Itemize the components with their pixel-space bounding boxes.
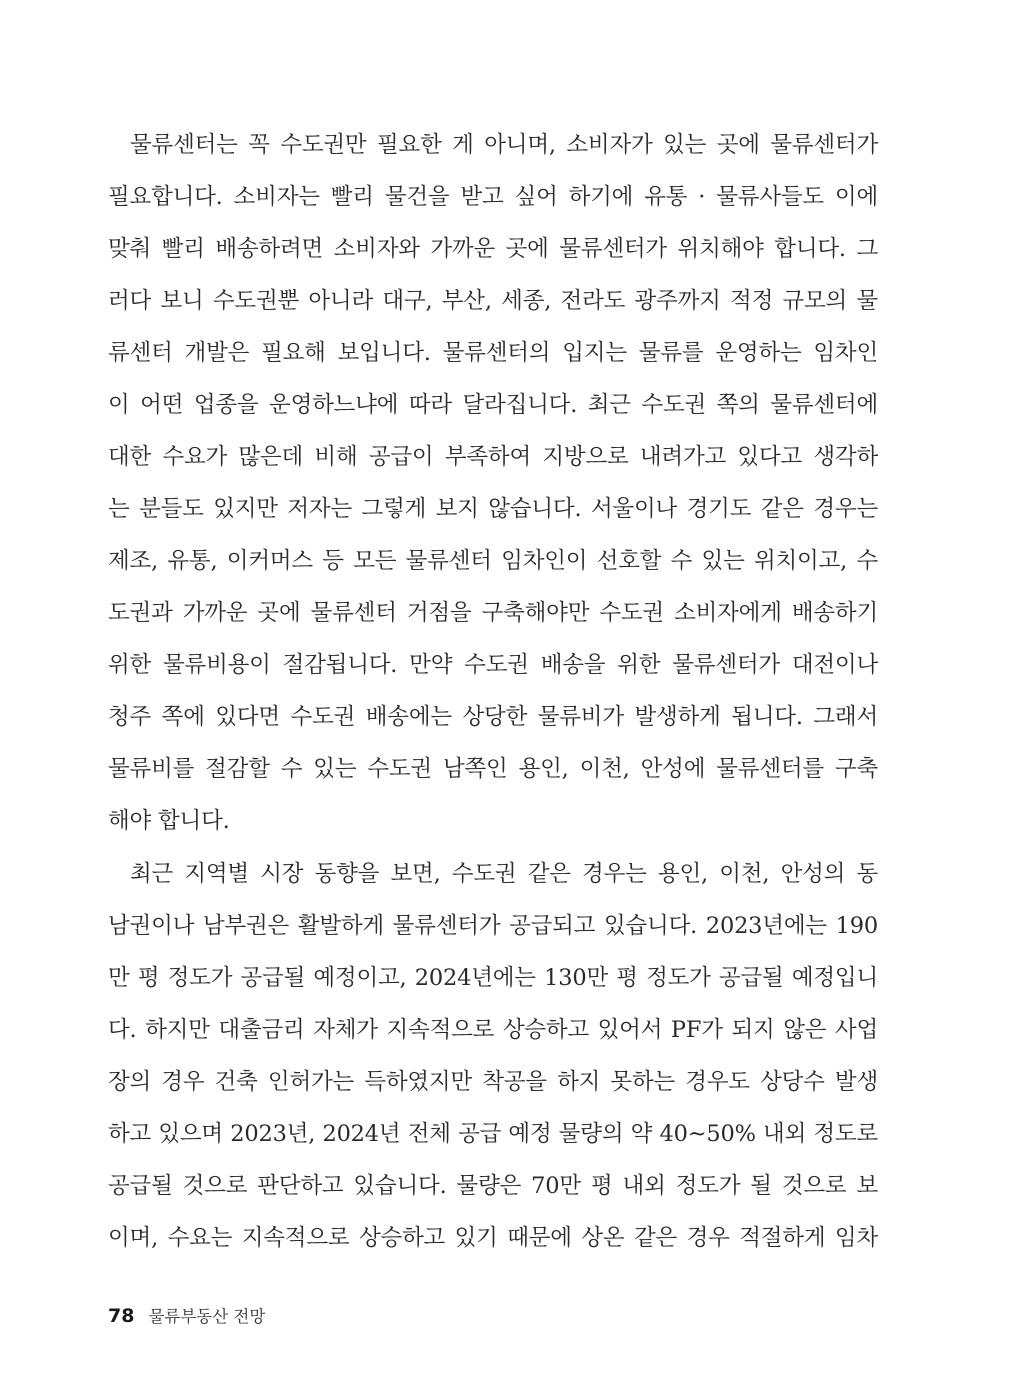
paragraph-2-line-4: 다. 하지만 대출금리 자체가 지속적으로 상승하고 있어서 PF가 되지 않은 사업 [108,1017,878,1043]
paragraph-2-line-3: 만 평 정도가 공급될 예정이고, 2024년에는 130만 평 정도가 공급될 예정입니 [108,965,878,991]
paragraph-2-line-7: 공급될 것으로 판단하고 있습니다. 물량은 70만 평 내외 정도가 될 것으로 보 [108,1173,878,1199]
paragraph-2-line-5: 장의 경우 건축 인허가는 득하였지만 착공을 하지 못하는 경우도 상당수 발생 [108,1069,878,1095]
page-number: 78 [108,1305,135,1327]
paragraph-2-line-2: 남권이나 남부권은 활발하게 물류센터가 공급되고 있습니다. 2023년에는 190 [108,913,878,939]
paragraph-1-line-12: 청주 쪽에 있다면 수도권 배송에는 상당한 물류비가 발생하게 됩니다. 그래서 [108,704,878,730]
paragraph-1-line-5: 류센터 개발은 필요해 보입니다. 물류센터의 입지는 물류를 운영하는 임차인 [108,340,878,366]
paragraph-2-line-6: 하고 있으며 2023년, 2024년 전체 공급 예정 물량의 약 40~50% 내외 정도로 [108,1121,878,1147]
paragraph-1-line-3: 맞춰 빨리 배송하려면 소비자와 가까운 곳에 물류센터가 위치해야 합니다. 그 [108,236,878,262]
paragraph-2-line-1: 최근 지역별 시장 동향을 보면, 수도권 같은 경우는 용인, 이천, 안성의 동 [130,861,878,887]
paragraph-1-line-10: 도권과 가까운 곳에 물류센터 거점을 구축해야만 수도권 소비자에게 배송하기 [108,600,878,626]
paragraph-1-line-14: 해야 합니다. [108,808,230,834]
page-footer [108,1303,265,1333]
paragraph-1-line-7: 대한 수요가 많은데 비해 공급이 부족하여 지방으로 내려가고 있다고 생각하 [108,444,878,470]
paragraph-1-line-2: 필요합니다. 소비자는 빨리 물건을 받고 싶어 하기에 유통 · 물류사들도 이에 [108,184,878,210]
paragraph-1-line-4: 러다 보니 수도권뿐 아니라 대구, 부산, 세종, 전라도 광주까지 적정 규모의 물 [108,288,878,314]
paragraph-1-line-6: 이 어떤 업종을 운영하느냐에 따라 달라집니다. 최근 수도권 쪽의 물류센터에 [108,392,878,418]
paragraph-1-line-13: 물류비를 절감할 수 있는 수도권 남쪽인 용인, 이천, 안성에 물류센터를 구축 [108,756,878,782]
paragraph-1-line-1: 물류센터는 꼭 수도권만 필요한 게 아니며, 소비자가 있는 곳에 물류센터가 [130,132,878,158]
running-title: 물류부동산 전망 [148,1307,266,1326]
paragraph-1-line-11: 위한 물류비용이 절감됩니다. 만약 수도권 배송을 위한 물류센터가 대전이나 [108,652,878,678]
paragraph-2-line-8: 이며, 수요는 지속적으로 상승하고 있기 때문에 상온 같은 경우 적절하게 임차 [108,1225,878,1251]
paragraph-1-line-8: 는 분들도 있지만 저자는 그렇게 보지 않습니다. 서울이나 경기도 같은 경우는 [108,496,878,522]
paragraph-1-line-9: 제조, 유통, 이커머스 등 모든 물류센터 임차인이 선호할 수 있는 위치이고, 수 [108,548,878,574]
